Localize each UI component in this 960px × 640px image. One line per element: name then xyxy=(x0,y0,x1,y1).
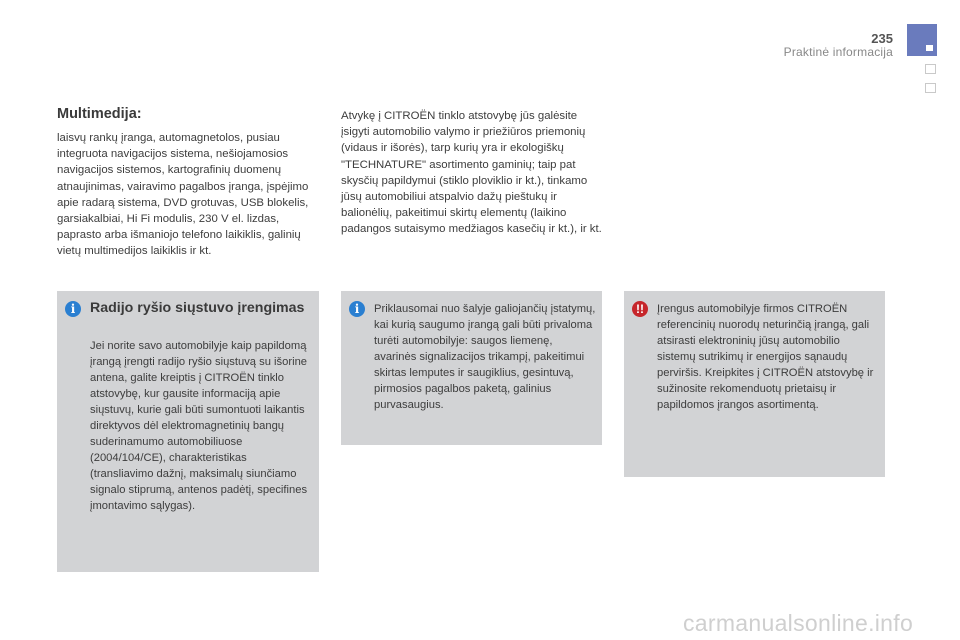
info-icon: i xyxy=(349,301,365,317)
info-icon: i xyxy=(65,301,81,317)
note-box-radio xyxy=(57,291,319,572)
section-title: Praktinė informacija xyxy=(783,45,893,59)
chapter-tab-box xyxy=(925,83,936,93)
tab-dot xyxy=(926,45,933,51)
note-text: Įrengus automobilyje firmos CITROËN referencinių nuorodų neturinčią įrangą, gali atsirasti elektroninių jūsų automobilio sistemų sutrikimų ir energijos sąnaudų perviršis. Kreipkites į CITROËN atstovybę ir sužinosite rekomenduotų prietaisų ir papildomos įrangos asortimentą. xyxy=(657,303,874,411)
multimedia-paragraph: laisvų rankų įranga, automagnetolos, pusiau integruota navigacijos sistema, nešiojamosios navigacijos sistemos, kartografinių duomenų atnaujinimas, vairavimo pagalbos įranga, įspėjimo apie radarą sistema, DVD grotuvas, USB blokelis, garsiakalbiai, Hi Fi modulis, 230 V el. lizdas, paprasto arba išmaniojo telefono laikiklis, galinių vietų multimedijos laikiklis ir kt. xyxy=(57,132,309,258)
note-text: Jei norite savo automobilyje kaip papildomą įrangą įrengti radijo ryšio siųstuvą su išorine antena, galite kreiptis į CITROËN tinklo atstovybę, kur gausite informaciją apie siųstuvų, kurie gali būti sumontuoti laikantis direktyvos dėl elektromagnetinių bangų suderinamumo automobiliuose (2004/104/CE), charakteristikas (transliavimo dažnį, maksimalų siunčiamo signalo stiprumą, antenos padėtį, specifines įmontavimo sąlygas). xyxy=(90,340,308,512)
note-title: Radijo ryšio siųstuvo įrengimas xyxy=(90,300,305,316)
page-number: 235 xyxy=(871,31,893,46)
accessories-paragraph: Atvykę į CITROËN tinklo atstovybę jūs galėsite įsigyti automobilio valymo ir priežiūros priemonių (vidaus ir išorės), tarp kurių yra ir ekologiškų "TECHNATURE" asortimento gaminių; taip pat skysčių papildymui (stiklo ploviklio ir kt.), tinkamo jūsų automobiliui atspalvio dažų pieštukų ir balionėlių, pakeitimui skirtų elementų (laikino padangos sutaisymo medžiagos kasečių ir kt.), ir kt. xyxy=(341,110,602,236)
note-box-warning xyxy=(624,291,885,477)
chapter-tab-box xyxy=(925,64,936,74)
section-heading: Multimedija: xyxy=(57,106,142,122)
note-box-safety xyxy=(341,291,602,445)
warning-icon: !! xyxy=(632,301,648,317)
watermark: carmanualsonline.info xyxy=(683,610,914,636)
note-text: Priklausomai nuo šalyje galiojančių įstatymų, kai kurią saugumo įrangą gali būti privaloma turėti automobilyje: saugos liemenę, avarinės signalizacijos trikampį, pakeitimui skirtas lemputes ir saugiklius, gesintuvą, pirmosios pagalbos paketą, galinius purvasaugius. xyxy=(374,303,596,411)
chapter-tab-active xyxy=(907,24,937,56)
